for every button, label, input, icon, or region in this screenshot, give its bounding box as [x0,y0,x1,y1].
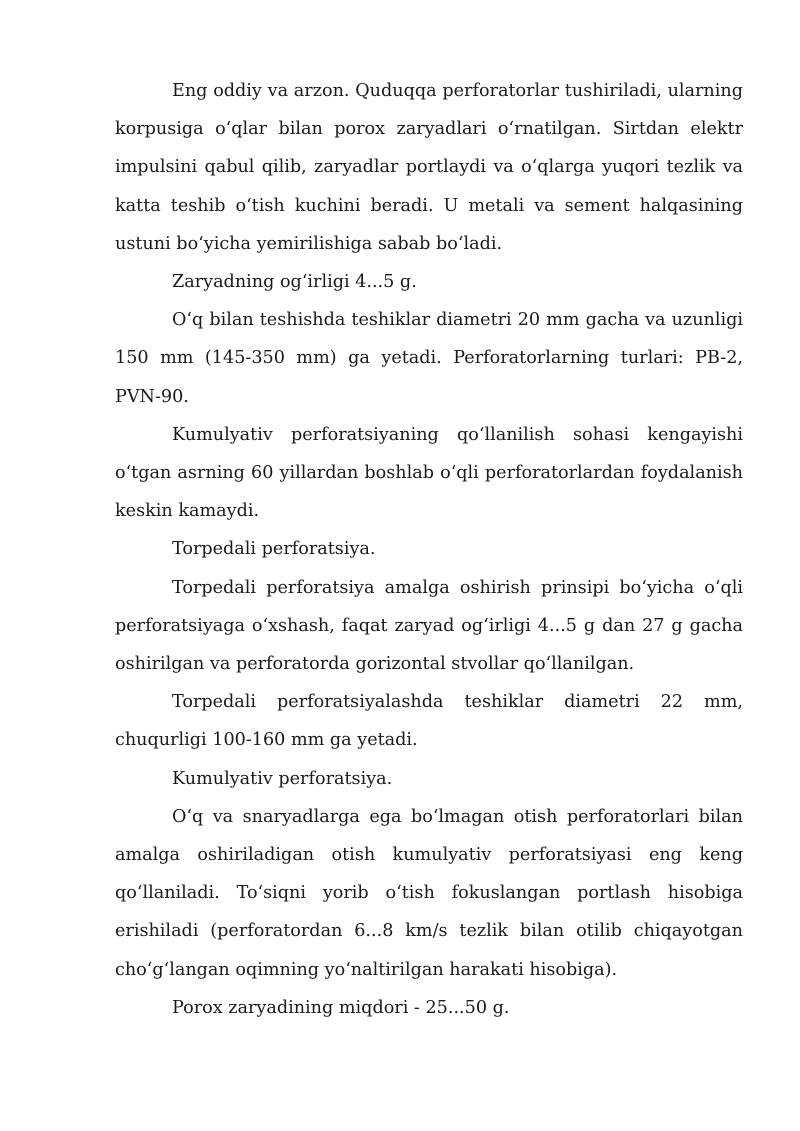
section-heading-torpedali: Torpedali perforatsiya. [172,539,376,560]
paragraph-6: Torpedali perforatsiya amalga oshirish prinsipi bo‘yicha o‘qli perforatsiyaga o‘xshash, faqat zaryad og‘irligi 4...5 g dan 27 g gacha oshirilgan va perforatorda gorizontal stvollar qo‘llanilgan. [115,577,743,675]
document-page [115,72,743,1027]
paragraph-4: Kumulyativ perforatsiyaning qo‘llanilish sohasi kengayishi o‘tgan asrning 60 yillardan boshlab o‘qli perforatorlardan foydalanish keskin kamaydi. [115,424,743,522]
paragraph-10: Porox zaryadining miqdori - 25...50 g. [172,997,510,1018]
paragraph-9: O‘q va snaryadlarga ega bo‘lmagan otish perforatorlari bilan amalga oshiriladigan otish kumulyativ perforatsiyasi eng keng qo‘llaniladi. To‘siqni yorib o‘tish fokuslangan portlash hisobiga erishiladi (perforatordan 6...8 km/s tezlik bilan otilib chiqayotgan cho‘g‘langan oqimning yo‘naltirilgan harakati hisobiga). [115,806,743,980]
section-heading-kumulyativ: Kumulyativ perforatsiya. [172,768,393,789]
paragraph-3: O‘q bilan teshishda teshiklar diametri 20 mm gacha va uzunligi 150 mm (145-350 mm) ga yetadi. Perforatorlarning turlari: PB-2, PVN-90. [115,310,743,407]
paragraph-7: Torpedali perforatsiyalashda teshiklar diametri 22 mm, chuqurligi 100-160 mm ga yetadi. [115,692,743,751]
paragraph-1: Eng oddiy va arzon. Quduqqa perforatorlar tushiriladi, ularning korpusiga o‘qlar bilan porox zaryadlari o‘rnatilgan. Sirtdan elektr impulsini qabul qilib, zaryadlar portlaydi va o‘qlarga yuqori tezlik va katta teshib o‘tish kuchini beradi. U metali va sement halqasining ustuni bo‘yicha yemirilishiga sabab bo‘ladi. [115,81,743,254]
paragraph-2: Zaryadning og‘irligi 4...5 g. [172,272,417,293]
